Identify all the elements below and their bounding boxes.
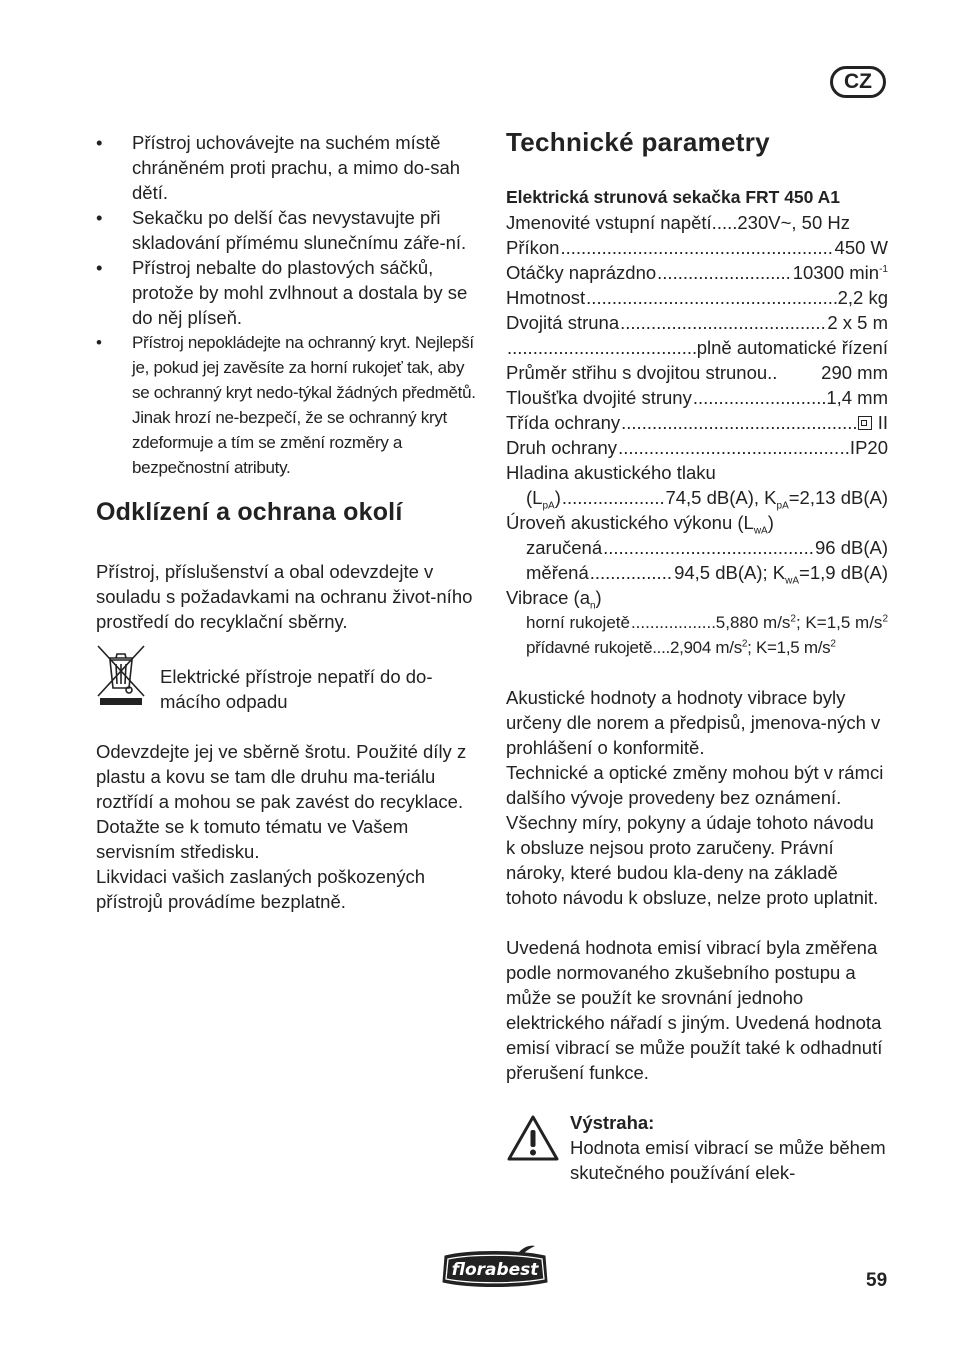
spec-row-string [506,310,888,335]
spec-label: měřená [526,562,589,583]
spec-row-spl [506,485,888,510]
spec-value: 450 W [834,237,888,258]
spec-row-cut [506,360,888,385]
spacer [506,660,888,685]
florabest-logo [439,1244,551,1290]
dot-leader [621,410,857,435]
page-number: 59 [866,1270,888,1291]
tech-params-heading: Technické parametry [506,127,770,157]
vib-label: Vibrace (a [506,587,590,608]
right-column [506,127,888,1185]
spec-value: 94,5 dB(A); $K_{wA}=1,9$ dB(A) [674,562,888,587]
brand-text: florabest [451,1260,539,1280]
dot-leader [693,385,825,410]
disposal-paragraph: Odevzdejte jej ve sběrně šrotu. Použité díly z plastu a kovu se tam dle druhu ma-teriálu roztřídí a mohou se pak zavést do recyklace. Dotažte se k tomuto tématu ve Vašem servisním středisku. [96,741,467,862]
vib-sub: n [589,600,596,612]
spacer [506,1085,888,1110]
spec-value: 5,880 $m/s^2$; K=1,5 $m/s^2$ [715,613,888,632]
spec-value: ..IP20 [839,437,888,458]
spec-label: Tloušťka dvojité struny [506,387,692,408]
spec-row-vib-upper [506,610,888,635]
spec-row-spl-label [506,460,888,485]
vib-aux-value: 2,904 m/s [669,638,742,657]
disposal-heading: Odklízení a ochrana okolí [96,498,403,526]
protection-class-icon [858,416,872,430]
disposal-paragraph: Likvidaci vašich zaslaných poškozených přístrojů provádíme bezplatně. [96,866,426,912]
spec-value [793,260,888,285]
spl-k-value: =2,13 dB(A) [788,487,888,508]
spec-value: 2,904 $m/s^2$; K=1,5 $m/s^2$ [669,638,836,657]
warning-triangle-icon [506,1114,560,1162]
spec-row-thickness [506,385,888,410]
spec-label: přídavné rukojetě.... [526,638,670,657]
spec-value: 2,2 kg [837,287,888,308]
spec-label: Průměr střihu s dvojitou strunou.. [506,362,778,383]
spec-value: 96 dB(A) [814,537,888,558]
warning-title: Výstraha: [570,1112,655,1133]
spec-value: 74,5 dB(A), $K_{pA}=2,13$ dB(A) [665,487,888,512]
spec-row-weight [506,285,888,310]
spec-row-swl-label [506,510,888,535]
spacer [506,910,888,935]
spec-row-ip [506,435,888,460]
spec-title: Elektrická strunová sekačka FRT 450 A1 [506,187,840,207]
warning-box [506,1110,888,1185]
measured-value: 94,5 dB(A); K [674,562,786,583]
storage-bullet-list [96,130,480,480]
dot-leader [560,235,833,260]
spec-label: Jmenovité vstupní napětí..... [506,212,738,233]
spec-label: Hladina akustického tlaku [506,462,716,483]
spec-row-voltage [506,210,888,235]
dot-leader [562,485,665,510]
spec-value [858,410,888,435]
dot-leader [631,610,715,635]
spec-row-vibration-label [506,585,888,610]
spec-row-rpm [506,260,888,285]
vib-upper-k: ; K=1,5 m/s [795,613,883,632]
bullet-item: • Sekačku po delší čas nevystavujte při skladování přímému slunečnímu záře-ní. [96,205,480,255]
class-value: II [877,412,888,433]
spec-label: Vibrace $(a_n)$ [506,587,602,612]
spec-label: Příkon [506,237,560,258]
left-column [96,130,480,914]
spec-row-measured [506,560,888,585]
dot-leader [620,310,826,335]
bullet-item: • Přístroj uchovávejte na suchém místě chráněném proti prachu, a mimo do-sah dětí. [96,130,480,205]
dot-leader [590,560,673,585]
spec-row-feed [506,335,888,360]
dot-leader [507,335,696,360]
swl-label: Úroveň akustického výkonu (L [506,512,754,533]
tech-paragraph: Akustické hodnoty a hodnoty vibrace byly určeny dle norem a předpisů, jmenova-ných v prohlášení o konformitě. [506,687,881,758]
rpm-value: 10300 min [792,262,880,283]
tech-paragraph: Uvedená hodnota emisí vibrací byla změřena podle normovaného zkušebního postupu a může se použít ke srovnání jednoho elektrického nářadí s jiným. Uvedená hodnota emisí vibrací se může použít také k odhadnutí přerušení funkce. [506,937,883,1083]
warning-text: Hodnota emisí vibrací se může během skutečného používání elek- [570,1137,886,1183]
spec-value: plně automatické řízení [696,337,888,358]
vib-aux-k: ; K=1,5 m/s [747,638,831,657]
crossed-bin-icon [96,644,146,706]
disposal-paragraph: Přístroj, příslušenství a obal odevzdejte v souladu s požadavkami na ochranu život-ního prostředí do recyklační sběrny. [96,561,473,632]
spec-label: horní rukojetě [526,613,630,632]
spec-row-power [506,235,888,260]
vib-upper-value: 5,880 m/s [715,613,791,632]
dot-leader [603,535,814,560]
dot-leader [586,285,836,310]
bullet-item: • Přístroj nebalte do plastových sáčků, protože by mohl zvlhnout a dostala by se do něj plíseň. [96,255,480,330]
weee-text: Elektrické přístroje nepatří do do-mácího odpadu [160,666,433,712]
spec-label: zaručená [526,537,603,558]
spec-label: Třída ochrany [506,412,621,433]
swl-sub: wA [753,525,768,537]
spec-value: 290 mm [821,362,888,383]
spec-label: Otáčky naprázdno [506,262,657,283]
spec-value: 2 x 5 m [827,312,888,333]
warning-content [570,1110,888,1185]
language-badge: CZ [830,66,886,98]
spec-label: Druh ochrany [506,437,618,458]
spec-label: Dvojitá struna [506,312,620,333]
spec-label: $(L_{pA})$ [526,487,561,512]
weee-notice [96,644,480,714]
spec-row-vib-aux [506,635,888,660]
spec-value: 230V~, 50 Hz [737,212,851,233]
spec-row-guaranteed [506,535,888,560]
spec-row-class [506,410,888,435]
rpm-exponent: -1 [879,263,888,275]
spec-label: Hmotnost [506,287,586,308]
spec-value: 1,4 mm [826,387,888,408]
bullet-item: • Přístroj nepokládejte na ochranný kryt. Nejlepší je, pokud jej zavěsíte za horní rukojeť tak, aby se ochranný kryt nedo-týkal žádných předmětů. Jinak hrozí ne-bezpečí, že se ochranný kryt zdeformuje a tím se změní rozměry a bezpečnostní atributy. [96,330,480,480]
spec-label: Úroveň akustického výkonu $(L_{wA})$ [506,512,774,537]
dot-leader [657,260,792,285]
spl-value: 74,5 dB(A), K [665,487,777,508]
measured-k-value: =1,9 dB(A) [799,562,888,583]
dot-leader [618,435,839,460]
tech-paragraph: Technické a optické změny mohou být v rámci dalšího vývoje provedeny bez oznámení. Všechny míry, pokyny a údaje tohoto návodu k obsluze nejsou proto zaručeny. Právní nároky, které budou kla-deny na základě tohoto návodu k obsluze, nelze proto uplatnit. [506,762,884,908]
